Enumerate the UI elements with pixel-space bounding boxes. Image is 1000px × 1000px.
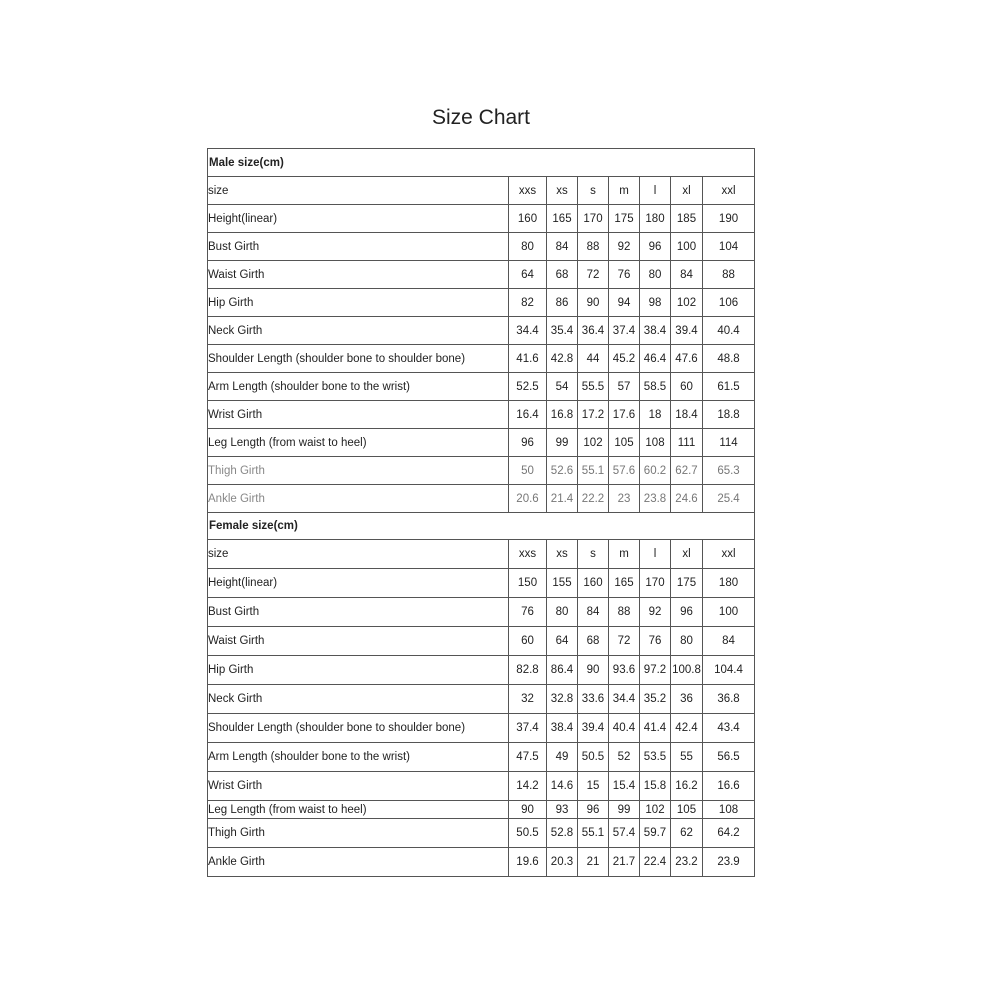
measurement-value: 82 <box>509 289 547 317</box>
measurement-value: 18.4 <box>671 401 703 429</box>
size-header-cell: l <box>640 540 671 569</box>
measurement-label: Hip Girth <box>208 289 509 317</box>
measurement-value: 190 <box>703 205 755 233</box>
measurement-value: 175 <box>609 205 640 233</box>
measurement-value: 68 <box>578 627 609 656</box>
size-chart-table <box>207 148 755 877</box>
measurement-value: 53.5 <box>640 743 671 772</box>
measurement-value: 16.4 <box>509 401 547 429</box>
measurement-value: 160 <box>578 569 609 598</box>
measurement-label: Thigh Girth <box>208 457 509 485</box>
table-row <box>208 233 755 261</box>
measurement-value: 20.3 <box>547 848 578 877</box>
measurement-value: 39.4 <box>578 714 609 743</box>
size-header-cell: s <box>578 177 609 205</box>
table-row <box>208 429 755 457</box>
measurement-label: Bust Girth <box>208 233 509 261</box>
measurement-value: 99 <box>609 801 640 819</box>
table-row <box>208 401 755 429</box>
measurement-value: 59.7 <box>640 819 671 848</box>
measurement-value: 64.2 <box>703 819 755 848</box>
measurement-value: 84 <box>671 261 703 289</box>
measurement-value: 64 <box>509 261 547 289</box>
measurement-value: 84 <box>703 627 755 656</box>
measurement-value: 155 <box>547 569 578 598</box>
measurement-value: 64 <box>547 627 578 656</box>
measurement-value: 84 <box>547 233 578 261</box>
table-row <box>208 457 755 485</box>
measurement-value: 111 <box>671 429 703 457</box>
measurement-value: 47.5 <box>509 743 547 772</box>
measurement-value: 46.4 <box>640 345 671 373</box>
measurement-value: 55.5 <box>578 373 609 401</box>
measurement-value: 62 <box>671 819 703 848</box>
size-header-label: size <box>208 177 509 205</box>
measurement-value: 32 <box>509 685 547 714</box>
measurement-value: 92 <box>640 598 671 627</box>
measurement-value: 180 <box>703 569 755 598</box>
measurement-value: 68 <box>547 261 578 289</box>
measurement-value: 16.6 <box>703 772 755 801</box>
size-header-cell: xxl <box>703 540 755 569</box>
measurement-value: 61.5 <box>703 373 755 401</box>
measurement-value: 41.6 <box>509 345 547 373</box>
measurement-label: Waist Girth <box>208 627 509 656</box>
measurement-value: 98 <box>640 289 671 317</box>
measurement-value: 36.8 <box>703 685 755 714</box>
measurement-label: Shoulder Length (shoulder bone to shoulder bone) <box>208 714 509 743</box>
measurement-value: 32.8 <box>547 685 578 714</box>
measurement-value: 40.4 <box>703 317 755 345</box>
measurement-value: 165 <box>547 205 578 233</box>
measurement-value: 100.8 <box>671 656 703 685</box>
measurement-label: Wrist Girth <box>208 401 509 429</box>
measurement-value: 80 <box>640 261 671 289</box>
measurement-value: 76 <box>640 627 671 656</box>
measurement-value: 55.1 <box>578 457 609 485</box>
measurement-value: 21.7 <box>609 848 640 877</box>
measurement-value: 34.4 <box>609 685 640 714</box>
measurement-value: 104.4 <box>703 656 755 685</box>
measurement-value: 102 <box>671 289 703 317</box>
measurement-label: Shoulder Length (shoulder bone to shoulder bone) <box>208 345 509 373</box>
measurement-value: 22.4 <box>640 848 671 877</box>
measurement-label: Leg Length (from waist to heel) <box>208 429 509 457</box>
measurement-value: 60 <box>509 627 547 656</box>
measurement-label: Arm Length (shoulder bone to the wrist) <box>208 743 509 772</box>
measurement-value: 80 <box>509 233 547 261</box>
measurement-value: 93 <box>547 801 578 819</box>
measurement-value: 42.8 <box>547 345 578 373</box>
measurement-value: 50.5 <box>578 743 609 772</box>
measurement-value: 39.4 <box>671 317 703 345</box>
table-row <box>208 289 755 317</box>
measurement-value: 40.4 <box>609 714 640 743</box>
measurement-value: 58.5 <box>640 373 671 401</box>
measurement-value: 88 <box>609 598 640 627</box>
measurement-label: Leg Length (from waist to heel) <box>208 801 509 819</box>
size-header-cell: xs <box>547 540 578 569</box>
measurement-value: 17.6 <box>609 401 640 429</box>
measurement-value: 76 <box>609 261 640 289</box>
measurement-value: 50.5 <box>509 819 547 848</box>
measurement-value: 54 <box>547 373 578 401</box>
measurement-label: Thigh Girth <box>208 819 509 848</box>
measurement-value: 57.6 <box>609 457 640 485</box>
measurement-value: 19.6 <box>509 848 547 877</box>
measurement-value: 170 <box>578 205 609 233</box>
measurement-label: Waist Girth <box>208 261 509 289</box>
measurement-value: 60.2 <box>640 457 671 485</box>
measurement-value: 102 <box>578 429 609 457</box>
measurement-label: Arm Length (shoulder bone to the wrist) <box>208 373 509 401</box>
size-header-cell: m <box>609 177 640 205</box>
measurement-value: 50 <box>509 457 547 485</box>
measurement-value: 102 <box>640 801 671 819</box>
table-row <box>208 627 755 656</box>
size-header-cell: xl <box>671 540 703 569</box>
measurement-value: 100 <box>703 598 755 627</box>
measurement-value: 72 <box>609 627 640 656</box>
measurement-value: 80 <box>671 627 703 656</box>
measurement-value: 21.4 <box>547 485 578 513</box>
table-row <box>208 685 755 714</box>
measurement-value: 42.4 <box>671 714 703 743</box>
measurement-value: 104 <box>703 233 755 261</box>
measurement-value: 88 <box>703 261 755 289</box>
table-row <box>208 598 755 627</box>
measurement-value: 16.2 <box>671 772 703 801</box>
measurement-label: Height(linear) <box>208 569 509 598</box>
measurement-value: 15.4 <box>609 772 640 801</box>
measurement-value: 18 <box>640 401 671 429</box>
measurement-value: 52.6 <box>547 457 578 485</box>
measurement-value: 65.3 <box>703 457 755 485</box>
measurement-value: 35.4 <box>547 317 578 345</box>
measurement-value: 38.4 <box>640 317 671 345</box>
measurement-value: 96 <box>578 801 609 819</box>
measurement-value: 52.5 <box>509 373 547 401</box>
table-row <box>208 801 755 819</box>
measurement-value: 96 <box>671 598 703 627</box>
measurement-value: 90 <box>578 656 609 685</box>
measurement-value: 25.4 <box>703 485 755 513</box>
measurement-value: 105 <box>609 429 640 457</box>
measurement-value: 92 <box>609 233 640 261</box>
measurement-value: 96 <box>640 233 671 261</box>
measurement-value: 90 <box>578 289 609 317</box>
measurement-value: 20.6 <box>509 485 547 513</box>
page-title: Size Chart <box>431 106 531 129</box>
measurement-value: 185 <box>671 205 703 233</box>
measurement-value: 90 <box>509 801 547 819</box>
measurement-value: 94 <box>609 289 640 317</box>
measurement-value: 36 <box>671 685 703 714</box>
size-header-cell: xxl <box>703 177 755 205</box>
measurement-value: 41.4 <box>640 714 671 743</box>
measurement-value: 22.2 <box>578 485 609 513</box>
measurement-value: 48.8 <box>703 345 755 373</box>
measurement-value: 37.4 <box>609 317 640 345</box>
size-header-cell: l <box>640 177 671 205</box>
measurement-value: 33.6 <box>578 685 609 714</box>
table-row <box>208 848 755 877</box>
measurement-value: 38.4 <box>547 714 578 743</box>
measurement-value: 175 <box>671 569 703 598</box>
measurement-value: 84 <box>578 598 609 627</box>
section-heading: Female size(cm) <box>208 513 755 540</box>
measurement-value: 108 <box>703 801 755 819</box>
size-header-label: size <box>208 540 509 569</box>
measurement-value: 55 <box>671 743 703 772</box>
table-row <box>208 819 755 848</box>
measurement-value: 45.2 <box>609 345 640 373</box>
measurement-value: 160 <box>509 205 547 233</box>
size-header-cell: xl <box>671 177 703 205</box>
section-heading: Male size(cm) <box>208 149 755 177</box>
table-row <box>208 656 755 685</box>
measurement-value: 100 <box>671 233 703 261</box>
measurement-value: 43.4 <box>703 714 755 743</box>
measurement-value: 76 <box>509 598 547 627</box>
measurement-value: 97.2 <box>640 656 671 685</box>
measurement-value: 105 <box>671 801 703 819</box>
table-row <box>208 373 755 401</box>
table-row <box>208 317 755 345</box>
measurement-value: 52.8 <box>547 819 578 848</box>
measurement-value: 23.8 <box>640 485 671 513</box>
measurement-value: 57.4 <box>609 819 640 848</box>
size-header-cell: xxs <box>509 540 547 569</box>
measurement-value: 55.1 <box>578 819 609 848</box>
measurement-value: 52 <box>609 743 640 772</box>
section-heading-row <box>208 149 755 177</box>
size-header-cell: m <box>609 540 640 569</box>
size-header-row <box>208 177 755 205</box>
table-row <box>208 485 755 513</box>
measurement-value: 34.4 <box>509 317 547 345</box>
measurement-value: 18.8 <box>703 401 755 429</box>
measurement-value: 14.2 <box>509 772 547 801</box>
measurement-label: Wrist Girth <box>208 772 509 801</box>
measurement-value: 36.4 <box>578 317 609 345</box>
table-row <box>208 569 755 598</box>
measurement-value: 24.6 <box>671 485 703 513</box>
measurement-value: 60 <box>671 373 703 401</box>
section-heading-row <box>208 513 755 540</box>
measurement-value: 23 <box>609 485 640 513</box>
measurement-value: 47.6 <box>671 345 703 373</box>
size-header-cell: xs <box>547 177 578 205</box>
measurement-value: 86 <box>547 289 578 317</box>
measurement-label: Neck Girth <box>208 317 509 345</box>
measurement-value: 80 <box>547 598 578 627</box>
size-header-cell: s <box>578 540 609 569</box>
measurement-value: 108 <box>640 429 671 457</box>
measurement-value: 35.2 <box>640 685 671 714</box>
measurement-value: 44 <box>578 345 609 373</box>
table-row <box>208 772 755 801</box>
measurement-value: 82.8 <box>509 656 547 685</box>
measurement-value: 150 <box>509 569 547 598</box>
table-row <box>208 743 755 772</box>
measurement-value: 106 <box>703 289 755 317</box>
measurement-value: 96 <box>509 429 547 457</box>
measurement-label: Ankle Girth <box>208 848 509 877</box>
table-row <box>208 205 755 233</box>
measurement-value: 17.2 <box>578 401 609 429</box>
measurement-value: 15 <box>578 772 609 801</box>
measurement-value: 56.5 <box>703 743 755 772</box>
measurement-value: 93.6 <box>609 656 640 685</box>
table-row <box>208 714 755 743</box>
measurement-value: 15.8 <box>640 772 671 801</box>
measurement-value: 72 <box>578 261 609 289</box>
measurement-label: Hip Girth <box>208 656 509 685</box>
measurement-value: 23.2 <box>671 848 703 877</box>
measurement-label: Neck Girth <box>208 685 509 714</box>
measurement-value: 170 <box>640 569 671 598</box>
measurement-value: 88 <box>578 233 609 261</box>
measurement-label: Height(linear) <box>208 205 509 233</box>
measurement-value: 21 <box>578 848 609 877</box>
measurement-value: 23.9 <box>703 848 755 877</box>
measurement-value: 114 <box>703 429 755 457</box>
measurement-value: 180 <box>640 205 671 233</box>
size-header-row <box>208 540 755 569</box>
measurement-value: 16.8 <box>547 401 578 429</box>
measurement-label: Ankle Girth <box>208 485 509 513</box>
table-row <box>208 345 755 373</box>
table-row <box>208 261 755 289</box>
measurement-value: 165 <box>609 569 640 598</box>
measurement-value: 86.4 <box>547 656 578 685</box>
measurement-value: 37.4 <box>509 714 547 743</box>
measurement-value: 14.6 <box>547 772 578 801</box>
measurement-value: 49 <box>547 743 578 772</box>
size-header-cell: xxs <box>509 177 547 205</box>
measurement-value: 62.7 <box>671 457 703 485</box>
measurement-label: Bust Girth <box>208 598 509 627</box>
measurement-value: 99 <box>547 429 578 457</box>
measurement-value: 57 <box>609 373 640 401</box>
